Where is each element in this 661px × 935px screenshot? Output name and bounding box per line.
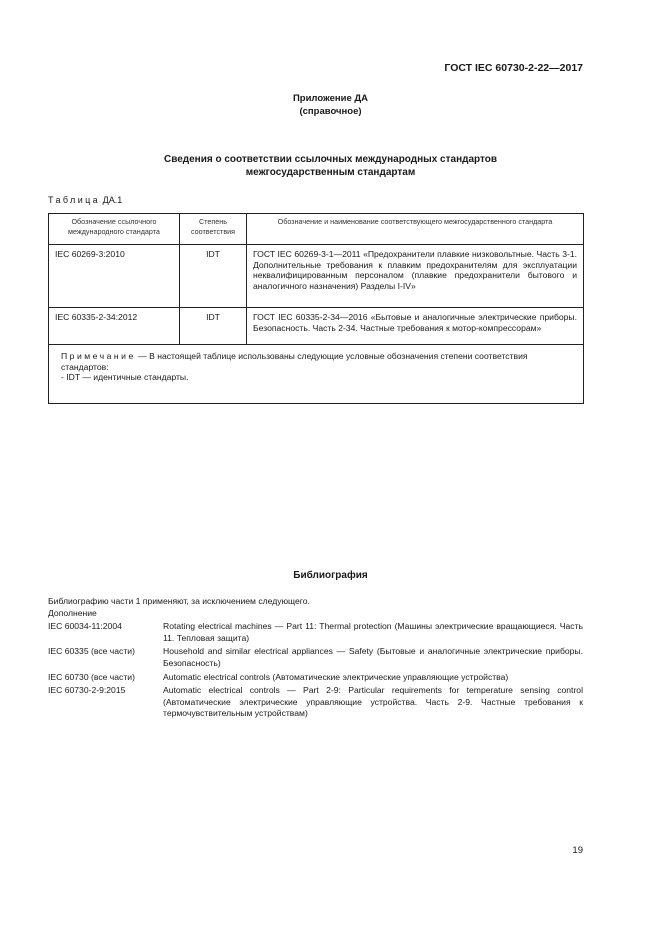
cell-degree: IDT	[180, 308, 247, 345]
cell-national-standard: ГОСТ IEC 60269-3-1—2011 «Предохранители плавкие низковольтные. Часть 3-1. Дополнительные требования к плавким предохранителям для эксплуатации неквалифицированным персоналом (плавкие предохранители бытового и аналогичного назначения) Разделы I-IV»	[247, 245, 584, 308]
table-caption	[48, 195, 122, 205]
standard-code: ГОСТ IEC 60730-2-22—2017	[444, 62, 583, 74]
correspondence-table	[48, 213, 584, 404]
note-item: - IDT — идентичные стандарты.	[61, 372, 189, 383]
bibliography-entry-text: Household and similar electrical appliances — Safety (Бытовые и аналогичные электрические приборы. Безопасность)	[163, 646, 583, 668]
bibliography-entry-text: Rotating electrical machines — Part 11: Thermal protection (Машины электрические вращающиеся. Часть 11. Тепловая защита)	[163, 621, 583, 643]
annex-subtitle: (справочное)	[299, 106, 362, 117]
section-title-line1: Сведения о соответствии ссылочных международных стандартов	[163, 154, 498, 165]
header-national-standard: Обозначение и наименование соответствующего межгосударственного стандарта	[247, 214, 584, 245]
table-row	[49, 245, 584, 308]
bibliography-intro-line1: Библиографию части 1 применяют, за исключением следующего.	[48, 596, 310, 606]
bibliography-entry	[48, 672, 583, 684]
bibliography-entry-code: IEC 60335 (все части)	[48, 646, 135, 656]
bibliography-entry-code: IEC 60730 (все части)	[48, 672, 135, 682]
bibliography-intro	[48, 596, 310, 619]
bibliography-title: Библиография	[293, 570, 368, 581]
bibliography-entry	[48, 685, 583, 721]
table-note-row	[49, 345, 584, 404]
bibliography-entry-code: IEC 60730-2-9:2015	[48, 685, 126, 695]
cell-intl-standard: IEC 60335-2-34:2012	[49, 308, 180, 345]
cell-degree: IDT	[180, 245, 247, 308]
bibliography-intro-line2: Дополнение	[48, 607, 97, 618]
bibliography-entry	[48, 646, 583, 669]
section-title	[0, 153, 661, 179]
note-text	[61, 351, 571, 372]
cell-national-standard: ГОСТ IEC 60335-2-34—2016 «Бытовые и аналогичные электрические приборы. Безопасность. Часть 2-34. Частные требования к мотор-компрессорам»	[247, 308, 584, 345]
table-note	[49, 345, 584, 404]
annex-title: Приложение ДА	[292, 93, 369, 104]
bibliography-entry-code: IEC 60034-11:2004	[48, 621, 122, 631]
cell-intl-standard: IEC 60269-3:2010	[49, 245, 180, 308]
table-caption-word: Таблица	[48, 195, 101, 205]
header-degree: Степень соответствия	[180, 214, 247, 245]
bibliography-entry-text: Automatic electrical controls — Part 2-9: Particular requirements for temperature sensing control (Автоматические электрические управляющие устройства. Часть 2-9. Частные требования к термочувствительным устройствам)	[163, 685, 583, 718]
page-number: 19	[572, 845, 583, 856]
header-intl-standard: Обозначение ссылочного международного стандарта	[49, 214, 180, 245]
bibliography-entry	[48, 621, 583, 644]
table-header-row	[49, 214, 584, 245]
note-body: — В настоящей таблице использованы следующие условные обозначения степени соответствия стандартов:	[61, 351, 528, 372]
table-row	[49, 308, 584, 345]
note-label: Примечание	[61, 351, 136, 361]
bibliography-entry-text: Automatic electrical controls (Автоматические электрические управляющие устройства)	[163, 672, 509, 682]
section-title-line2: межгосударственным стандартам	[245, 167, 416, 178]
table-caption-id: ДА.1	[102, 195, 123, 205]
